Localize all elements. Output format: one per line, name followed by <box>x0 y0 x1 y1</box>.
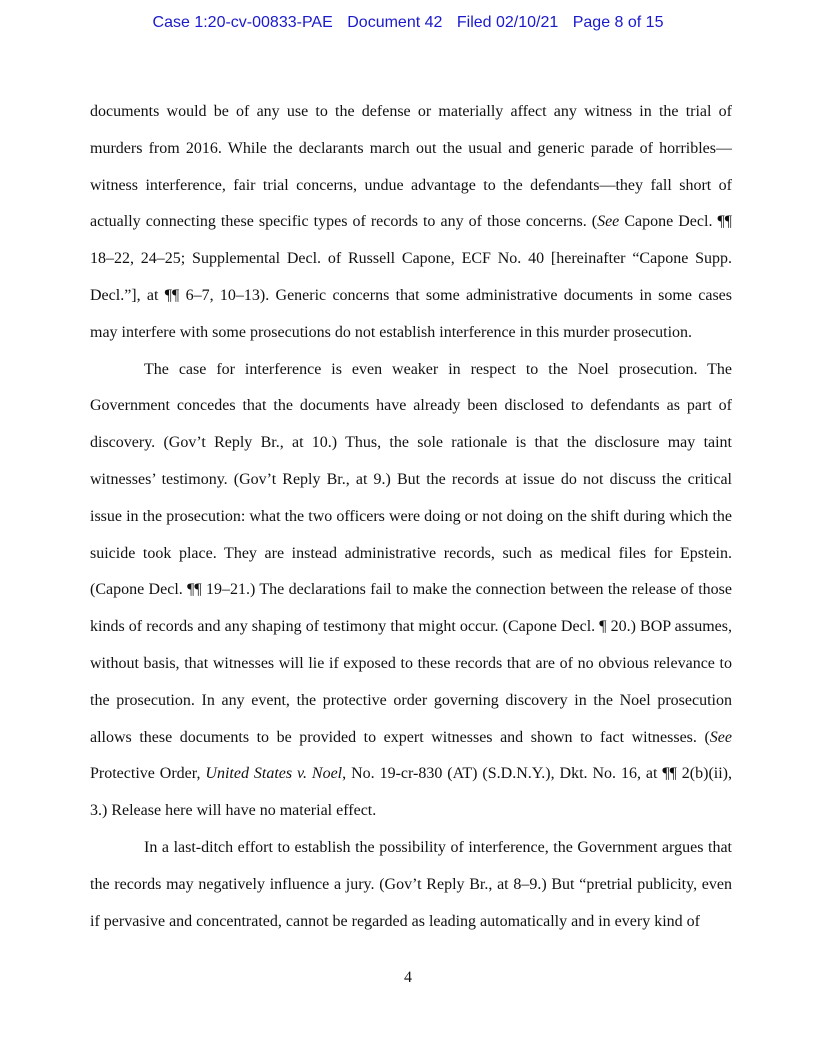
text-line <box>90 204 732 241</box>
paragraph <box>90 352 732 830</box>
text-line <box>90 241 732 278</box>
text-segment: actually connecting these specific types of records to any of those concerns. ( <box>90 213 598 231</box>
text-line <box>90 867 732 904</box>
text-segment: suicide took place. They are instead administrative records, such as medical files for Epstein. <box>90 544 732 562</box>
text-line <box>90 94 732 131</box>
text-segment: murders from 2016. While the declarants march out the usual and generic parade of horribles— <box>90 139 732 157</box>
text-segment: 3.) Release here will have no material effect. <box>90 802 377 820</box>
text-line <box>90 720 732 757</box>
text-segment: Decl.”], at ¶¶ 6–7, 10–13). Generic concerns that some administrative documents in some cases <box>90 286 732 304</box>
text-segment: witness interference, fair trial concerns, undue advantage to the defendants—they fall short of <box>90 176 732 194</box>
text-line <box>90 646 732 683</box>
text-segment: 18–22, 24–25; Supplemental Decl. of Russell Capone, ECF No. 40 [hereinafter “Capone Supp. <box>90 250 732 268</box>
text-segment: documents would be of any use to the defense or materially affect any witness in the trial of <box>90 103 732 120</box>
text-segment: issue in the prosecution: what the two officers were doing or not doing on the shift during which the <box>90 507 732 525</box>
text-line <box>90 499 732 536</box>
filed-date: Filed 02/10/21 <box>456 14 559 31</box>
text-segment: (Capone Decl. ¶¶ 19–21.) The declarations fail to make the connection between the release of those <box>90 581 732 599</box>
text-segment: discovery. (Gov’t Reply Br., at 10.) Thus, the sole rationale is that the disclosure may taint <box>90 434 732 452</box>
text-line <box>90 278 732 315</box>
text-segment: The case for interference is even weaker in respect to the Noel prosecution. The <box>144 360 732 378</box>
text-line <box>90 131 732 168</box>
italic-text: See <box>709 728 732 746</box>
text-segment: without basis, that witnesses will lie if exposed to these records that are of no obvious relevance to <box>90 654 732 672</box>
text-segment: if pervasive and concentrated, cannot be regarded as leading automatically and in every kind of <box>90 912 700 930</box>
text-segment: , No. 19-cr-830 (AT) (S.D.N.Y.), Dkt. No. 16, at ¶¶ 2(b)(ii), <box>342 765 732 783</box>
text-segment: may interfere with some prosecutions do not establish interference in this murder prosecution. <box>90 323 693 341</box>
ecf-header <box>0 14 816 32</box>
paragraph <box>90 94 732 352</box>
text-line <box>90 572 732 609</box>
text-line <box>90 793 732 830</box>
text-line <box>90 315 732 352</box>
text-line <box>90 168 732 205</box>
text-line <box>90 756 732 793</box>
text-line <box>90 425 732 462</box>
text-line <box>90 830 732 867</box>
paragraph <box>90 830 732 940</box>
text-segment: allows these documents to be provided to expert witnesses and shown to fact witnesses. ( <box>90 728 710 746</box>
italic-text: United States v. Noel <box>205 765 343 783</box>
text-segment: kinds of records and any shaping of testimony that might occur. (Capone Decl. ¶ 20.) BOP assumes, <box>90 618 732 636</box>
text-line <box>90 683 732 720</box>
text-line <box>90 609 732 646</box>
text-line <box>90 462 732 499</box>
document-body <box>90 94 732 940</box>
text-line <box>90 904 732 941</box>
text-segment: Government concedes that the documents have already been disclosed to defendants as part of <box>90 397 732 415</box>
text-segment: In a last-ditch effort to establish the possibility of interference, the Government argues that <box>144 838 732 856</box>
document-number: Document 42 <box>347 14 443 31</box>
text-segment: the records may negatively influence a jury. (Gov’t Reply Br., at 8–9.) But “pretrial publicity, even <box>90 875 732 893</box>
italic-text: See <box>597 213 620 231</box>
text-segment: Capone Decl. ¶¶ <box>619 213 732 231</box>
text-segment: witnesses’ testimony. (Gov’t Reply Br., at 9.) But the records at issue do not discuss the critical <box>90 470 732 488</box>
text-line <box>90 536 732 573</box>
page-indicator: Page 8 of 15 <box>572 14 664 31</box>
text-segment: the prosecution. In any event, the protective order governing discovery in the Noel prosecution <box>90 691 732 709</box>
text-line <box>90 388 732 425</box>
text-segment: Protective Order, <box>90 765 206 783</box>
text-line <box>90 352 732 389</box>
page-number: 4 <box>404 969 412 986</box>
case-number: Case 1:20-cv-00833-PAE <box>152 14 333 31</box>
